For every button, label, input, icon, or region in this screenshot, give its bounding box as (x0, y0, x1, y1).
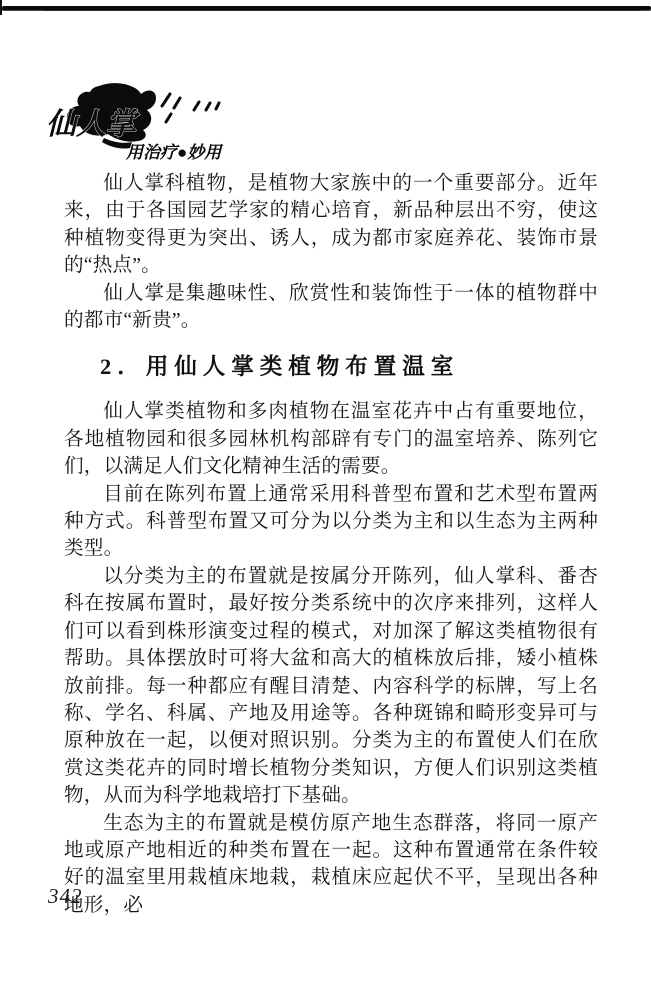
paragraph-classification-layout: 以分类为主的布置就是按属分开陈列，仙人掌科、番杏科在按属布置时，最好按分类系统中的次序来排列，这样人们可以看到株形演变过程的模式，对加深了解这类植物很有帮助。具体摆放时可将大盆和高大的植株放后排，矮小植株放前排。每一种都应有醒目清楚、内容科学的标牌，写上名称、学名、科属、产地及用途等。各种斑锦和畸形变异可与原种放在一起，以便对照识别。分类为主的布置使人们在欣赏这类花卉的同时增长植物分类知识，方便人们识别这类植物，从而为科学地栽培打下基础。 (64, 565, 598, 807)
page-body (64, 170, 598, 919)
paragraph-layout-types: 目前在陈列布置上通常采用科普型布置和艺术型布置两种方式。科普型布置又可分为以分类为主和以生态为主两种类型。 (64, 483, 598, 560)
paragraph-intro-2: 仙人掌是集趣味性、欣赏性和装饰性于一体的植物群中的都市“新贵”。 (64, 282, 598, 332)
logo-stroke-marks (162, 94, 219, 122)
page-number: 342 (48, 884, 83, 908)
paragraph-ecological-layout: 生态为主的布置就是模仿原产地生态群落，将同一原产地或原产地相近的种类布置在一起。这种布置通常在条件较好的温室里用栽植床地栽，栽植床应起伏不平，呈现出各种地形，必 (64, 812, 598, 916)
page-corner-scan-mark (0, 0, 2, 15)
section-heading: 2．用仙人掌类植物布置温室 (100, 354, 460, 380)
cactus-logo-graphic (44, 82, 244, 166)
paragraph-intro-1: 仙人掌科植物，是植物大家族中的一个重要部分。近年来，由于各国园艺学家的精心培育，新品种层出不穷，使这种植物变得更为突出、诱人，成为都市家庭养花、装饰市景的“热点”。 (64, 173, 598, 277)
logo-subtitle-text: 用治疗●妙用 (126, 143, 222, 162)
logo-title-text: 仙人掌 (46, 108, 136, 141)
paragraph-greenhouse-intro: 仙人掌类植物和多肉植物在温室花卉中占有重要地位，各地植物园和很多园林机构部辟有专门的温室培养、陈列它们，以满足人们文化精神生活的需要。 (64, 401, 598, 478)
book-logo (44, 82, 244, 166)
page-top-scan-line (2, 6, 651, 10)
